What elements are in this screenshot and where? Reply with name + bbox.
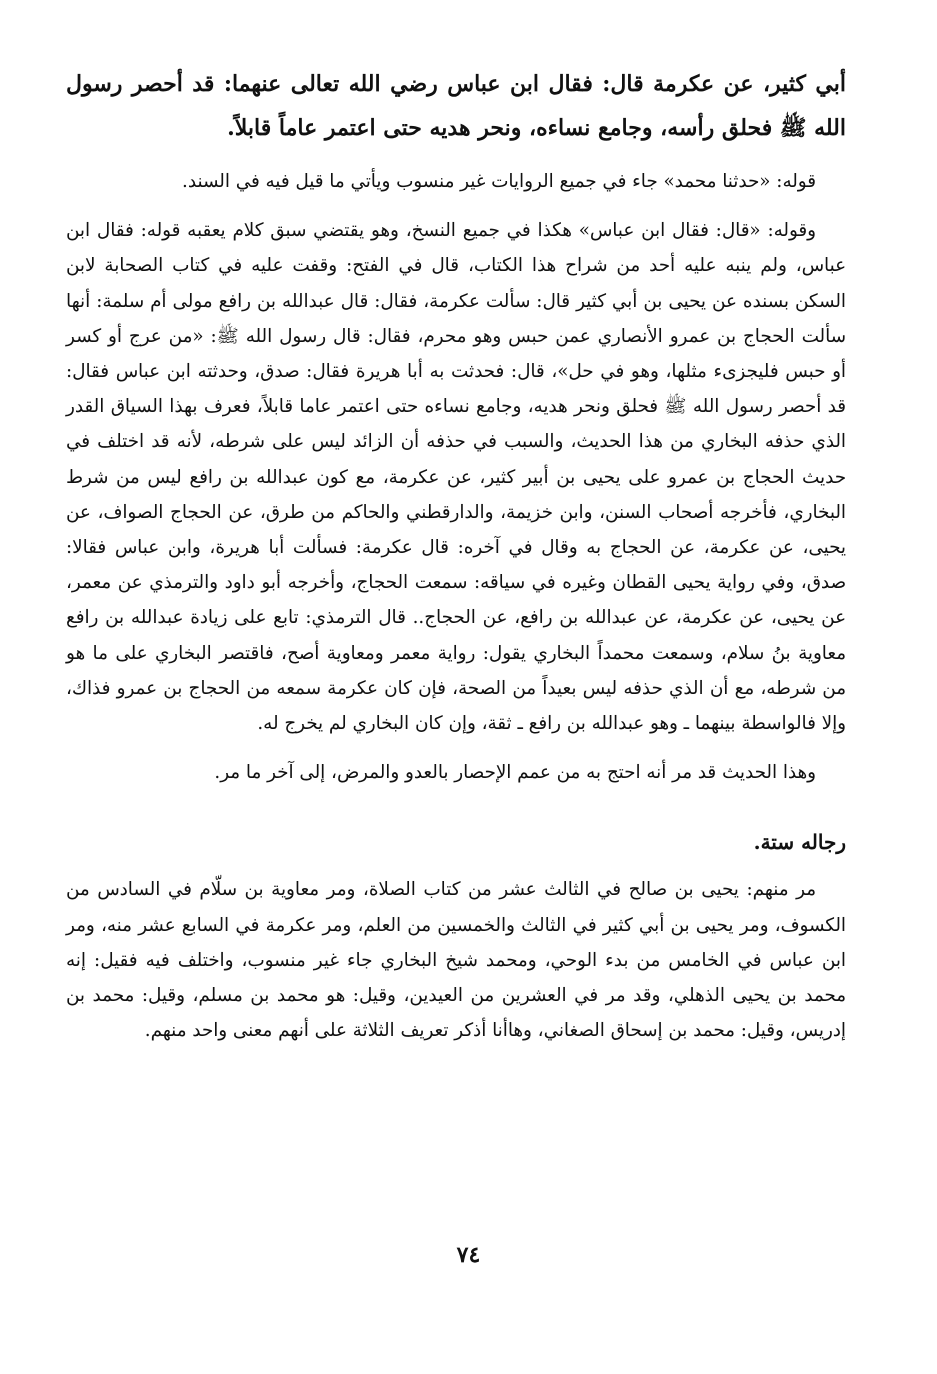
page-body <box>66 62 846 1048</box>
section-body: مر منهم: يحيى بن صالح في الثالث عشر من كتاب الصلاة، ومر معاوية بن سلّام في السادس من الكسوف، ومر يحيى بن أبي كثير في الثالث والخمسين من العلم، ومر عكرمة في السابع عشر منه، ومر ابن عباس في الخامس من بدء الوحي، ومحمد شيخ البخاري جاء غير منسوب، واختلف فيه فقيل: إنه محمد بن يحيى الذهلي، وقد مر في العشرين من العيدين، وقيل: هو محمد بن مسلم، وقيل: محمد بن إدريس، وقيل: محمد بن إسحاق الصغاني، وهاأنا أذكر تعريف الثلاثة على أنهم معنى واحد منهم. <box>66 879 846 1042</box>
commentary-paragraph-3: وهذا الحديث قد مر أنه احتج به من عمم الإحصار بالعدو والمرض، إلى آخر ما مر. <box>214 762 816 784</box>
commentary-paragraph-2: وقوله: «قال: فقال ابن عباس» هكذا في جميع النسخ، وهو يقتضي سبق كلام يعقبه قوله: فقال ابن عباس، ولم ينبه عليه أحد من شراح هذا الكتاب، قال في الفتح: وقفت عليه في كتاب الصحابة لابن السكن بسنده عن يحيى بن أبي كثير قال: سألت عكرمة، فقال: قال عبدالله بن رافع مولى أم سلمة: أنها سألت الحجاج بن عمرو الأنصاري عمن حبس وهو محرم، فقال: قال رسول الله ﷺ: «من عرج أو كسر أو حبس فليجزىء مثلها، وهو في حل»، قال: فحدثت به أبا هريرة فقال: صدق، وحدثته ابن عباس فقال: قد أحصر رسول الله ﷺ فحلق ونحر هديه، وجامع نساءه حتى اعتمر عاما قابلاً، فعرف بهذا السياق القدر الذي حذفه البخاري من هذا الحديث، والسبب في حذفه أن الزائد ليس على شرطه، لأنه قد اختلف في حديث الحجاج بن عمرو على يحيى بن أبير كثير، عن عكرمة، مع كون عبدالله بن رافع ليس من شرط البخاري، فأخرجه أصحاب السنن، وابن خزيمة، والدارقطني والحاكم من طرق، عن الحجاج الصواف، عن يحيى، عن عكرمة، عن الحجاج به وقال في آخره: قال عكرمة: فسألت أبا هريرة، وابن عباس فقالا: صدق، وفي رواية يحيى القطان وغيره في سياقه: سمعت الحجاج، وأخرجه أبو داود والترمذي عن معمر، عن يحيى، عن عكرمة، عن عبدالله بن رافع، عن الحجاج.. قال الترمذي: تابع على زيادة عبدالله بن رافع معاوية بنُ سلام، وسمعت محمداً البخاري يقول: رواية معمر ومعاوية أصح، فاقتصر البخاري على ما هو من شرطه، مع أن الذي حذفه ليس بعيداً من الصحة، فإن كان عكرمة سمعه من الحجاج بن عمرو فذاك، وإلا فالواسطة بينهما ـ وهو عبدالله بن رافع ـ ثقة، وإن كان البخاري لم يخرج له. <box>66 220 846 735</box>
page-number: ٧٤ <box>456 1242 481 1268</box>
hadith-text: أبي كثير، عن عكرمة قال: فقال ابن عباس رضي الله تعالى عنهما: قد أحصر رسول الله ﷺ فحلق رأسه، وجامع نساءه، ونحر هديه حتى اعتمر عاماً قابلاً. <box>66 71 846 141</box>
section-heading: رجاله ستة. <box>753 830 846 855</box>
commentary-paragraph-1: قوله: «حدثنا محمد» جاء في جميع الروايات غير منسوب ويأتي ما قيل فيه في السند. <box>182 171 816 192</box>
